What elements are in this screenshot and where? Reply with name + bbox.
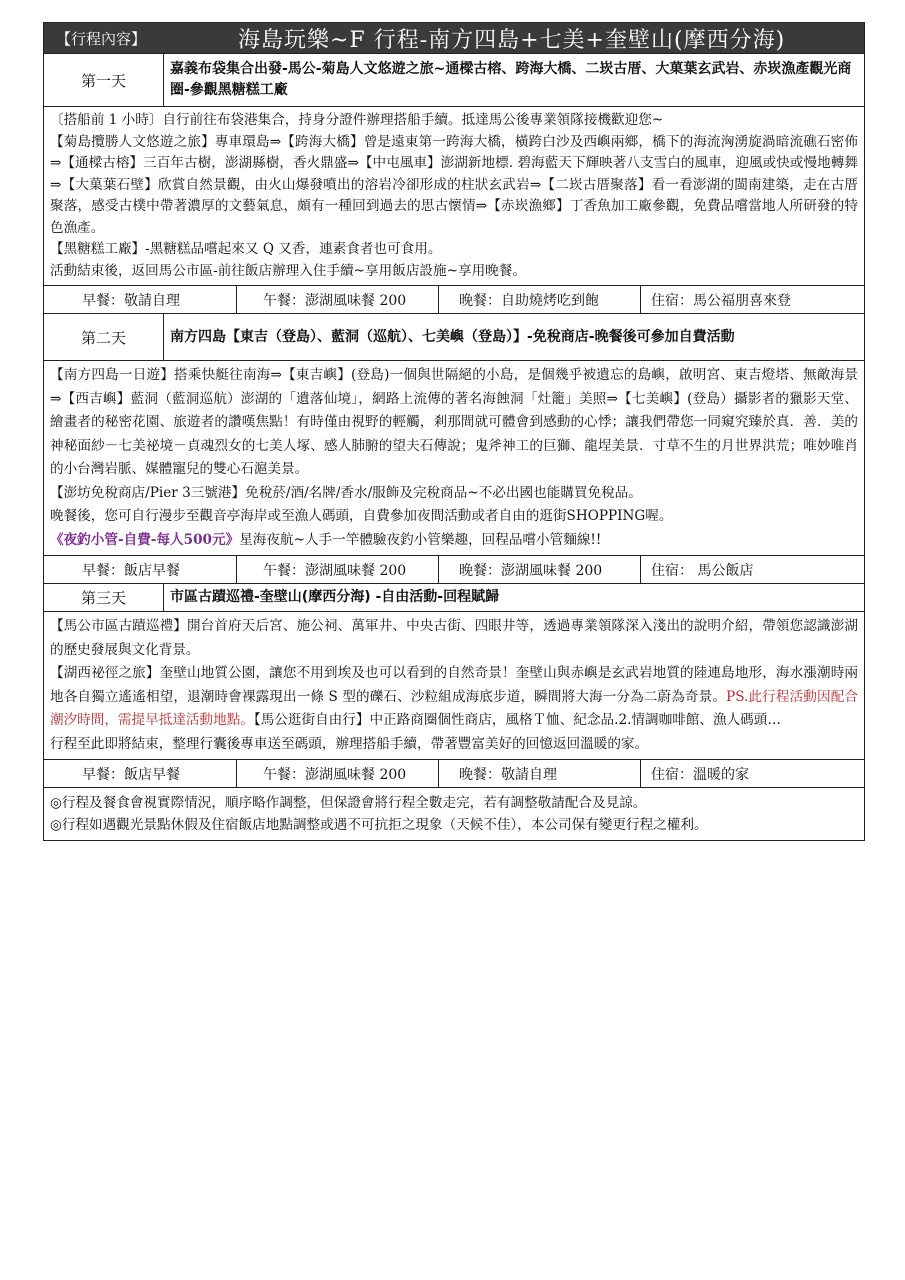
day2-label: 第二天: [44, 314, 164, 361]
day3-para-2-text: 【湖西祕徑之旅】奎壁山地質公園，讓您不用到埃及也可以看到的自然奇景！奎壁山與赤嶼是玄武岩地質的陸連島地形，海水漲潮時兩地各自獨立遙遙相望，退潮時會裸露現出一條 S 型的礫石、沙粒組成海底步道，瞬間將大海一分為二蔚為奇景。: [50, 665, 858, 705]
day2-lunch: 午餐：澎湖風味餐 200: [237, 556, 439, 583]
day2-meals-row: [44, 556, 865, 584]
day1-title-row: [44, 54, 865, 107]
day3-lunch: 午餐：澎湖風味餐 200: [237, 760, 439, 787]
day3-hotel: 住宿：溫暖的家: [651, 766, 749, 783]
day1-title: 嘉義布袋集合出發-馬公-菊島人文悠遊之旅~通樑古榕、跨海大橋、二崁古厝、大菓葉玄武岩、赤崁漁產觀光商圈-參觀黑糖糕工廠: [164, 54, 865, 107]
day3-para-3: 行程至此即將結束，整理行囊後專車送至碼頭，辦理搭船手續，帶著豐富美好的回憶返回溫暖的家。: [50, 735, 649, 752]
itinerary-page: [43, 22, 865, 841]
day1-hotel: 住宿：馬公福朋喜來登: [651, 292, 791, 309]
note-2: ◎行程如遇觀光景點休假及住宿飯店地點調整或遇不可抗拒之現象（天候不佳），本公司保有變更行程之權利。: [50, 817, 708, 833]
day1-body-row: [44, 107, 865, 286]
day1-dinner: 晚餐：自助燒烤吃到飽: [439, 286, 641, 313]
note-1: ◎行程及餐食會視實際情況，順序略作調整，但保證會將行程全數走完，若有調整敬請配合及見諒。: [50, 795, 647, 811]
day3-meals-row: [44, 760, 865, 788]
day3-para-1: 【馬公市區古蹟巡禮】開台首府天后宮、施公祠、萬軍井、中央古街、四眼井等，透過專業領隊深入淺出的說明介紹，帶領您認識澎湖的歷史發展與文化背景。: [50, 618, 858, 658]
day1-para-1: 〔搭船前 1 小時〕自行前往布袋港集合，持身分證件辦理搭船手續。抵達馬公後專業領隊接機歡迎您~: [50, 112, 664, 128]
day2-breakfast: 早餐：飯店早餐: [44, 556, 237, 583]
day1-para-2: [50, 132, 858, 240]
day1-meals-row: [44, 286, 865, 314]
day3-body-row: [44, 612, 865, 760]
tide-warning: PS.此行程活動因配合潮汐時間，需提早抵達活動地點。: [50, 688, 859, 728]
day2-hotel: 住宿： 馬公飯店: [651, 562, 754, 579]
day1-para-2-text: 【菊島攬勝人文悠遊之旅】專車環島⇒【跨海大橋】曾是遠東第一跨海大橋，橫跨白沙及西嶼兩鄉，橋下的海流洶湧旋渦暗流礁石密佈⇒【通樑古榕】三百年古樹，澎湖縣樹，香火鼎盛⇒【中屯風車】澎湖新地標. 碧海藍天下輝映著八支雪白的風車，迎風或快或慢地轉舞⇒【大菓葉石壁】欣賞自然景觀，由火山爆發噴出的溶岩冷卻形成的柱狀玄武岩⇒【二崁古厝聚落】看一看澎湖的閩南建築，走在古厝聚落，感受古樸中帶著濃厚的文藝氣息，頗有一種回到過去的思古懷情⇒【赤崁漁鄉】丁香魚加工廠參觀，免費品嚐當地人所研發的特色漁產。: [50, 133, 858, 236]
day2-para-1: 【南方四島一日遊】搭乘快艇往南海⇒【東吉嶼】(登島)一個與世隔絕的小島，是個幾乎被遺忘的島嶼，啟明宮、東吉燈塔、無敵海景⇒【西吉嶼】藍洞（藍洞巡航）澎湖的「遺落仙境」，網路上流傳的著名海蝕洞「灶籠」美照⇒【七美嶼】(登島）攝影者的獵影天堂、繪畫者的秘密花園、旅遊者的讚嘆焦點！有時僅由視野的輕觸，剎那間就可體會到感動的心悸；讓我們帶您一同窺究臻於真．善．美的神秘面紗－七美祕境－貞魂烈女的七美人塚、感人肺腑的望夫石傳說；鬼斧神工的巨獅、龍埕美景．寸草不生的月世界洪荒；唯妙唯肖的小台灣岩脈、媒體寵兒的雙心石滬美景。: [50, 367, 858, 477]
day1-para-3: 【黑糖糕工廠】-黑糖糕品嚐起來又 Q 又香，連素食者也可食用。: [50, 241, 442, 257]
notes: [44, 788, 865, 841]
itinerary-header: [44, 23, 865, 54]
day2-body-row: [44, 361, 865, 556]
day3-title: 市區古蹟巡禮-奎壁山(摩西分海) -自由活動-回程賦歸: [164, 584, 865, 612]
night-squid-fishing-label: 《夜釣小管-自費-每人500元》: [50, 531, 240, 548]
day1-label: 第一天: [44, 54, 164, 107]
day3-dinner: 晚餐：敬請自理: [439, 760, 641, 787]
day3-free-shopping: 【馬公逛街自由行】中正路商圈個性商店，風格Ｔ恤、紀念品.2.情調咖啡館、漁人碼頭…: [253, 712, 781, 728]
day2-para-3: 晚餐後，您可自行漫步至觀音亭海岸或至漁人碼頭，自費參加夜間活動或者自由的逛街SHOPPING喔。: [50, 508, 673, 524]
day1-body: [44, 107, 865, 286]
day2-body: [44, 361, 865, 556]
day2-title: 南方四島【東吉（登島）、藍洞（巡航）、七美嶼（登島）】-免稅商店-晚餐後可參加自費活動: [164, 314, 865, 361]
day2-dinner: 晚餐：澎湖風味餐 200: [439, 556, 641, 583]
itinerary-table: [43, 22, 865, 841]
header-label: 【行程內容】: [56, 29, 147, 48]
day1-para-4: 活動結束後，返回馬公市區-前往飯店辦理入住手續~享用飯店設施~享用晚餐。: [50, 262, 526, 279]
day2-title-row: [44, 314, 865, 361]
day3-breakfast: 早餐：飯店早餐: [44, 760, 237, 787]
night-squid-fishing-desc: 星海夜航~人手一竿體驗夜釣小管樂趣，回程品嚐小管麵線!!: [239, 531, 602, 548]
day3-body: [44, 612, 865, 760]
day1-lunch: 午餐：澎湖風味餐 200: [237, 286, 439, 313]
day2-para-4: [50, 529, 858, 553]
day1-breakfast: 早餐：敬請自理: [44, 286, 237, 313]
day2-para-2: 【澎坊免稅商店/Pier 3三號港】免稅菸/酒/名牌/香水/服飾及完稅商品~不必出國也能購買免稅品。: [50, 484, 642, 501]
page-title: 海島玩樂~F 行程-南方四島+七美+奎壁山(摩西分海): [238, 27, 786, 53]
day3-para-2: [50, 662, 858, 733]
day3-label: 第三天: [44, 584, 164, 612]
notes-row: [44, 788, 865, 841]
day3-title-row: [44, 584, 865, 612]
